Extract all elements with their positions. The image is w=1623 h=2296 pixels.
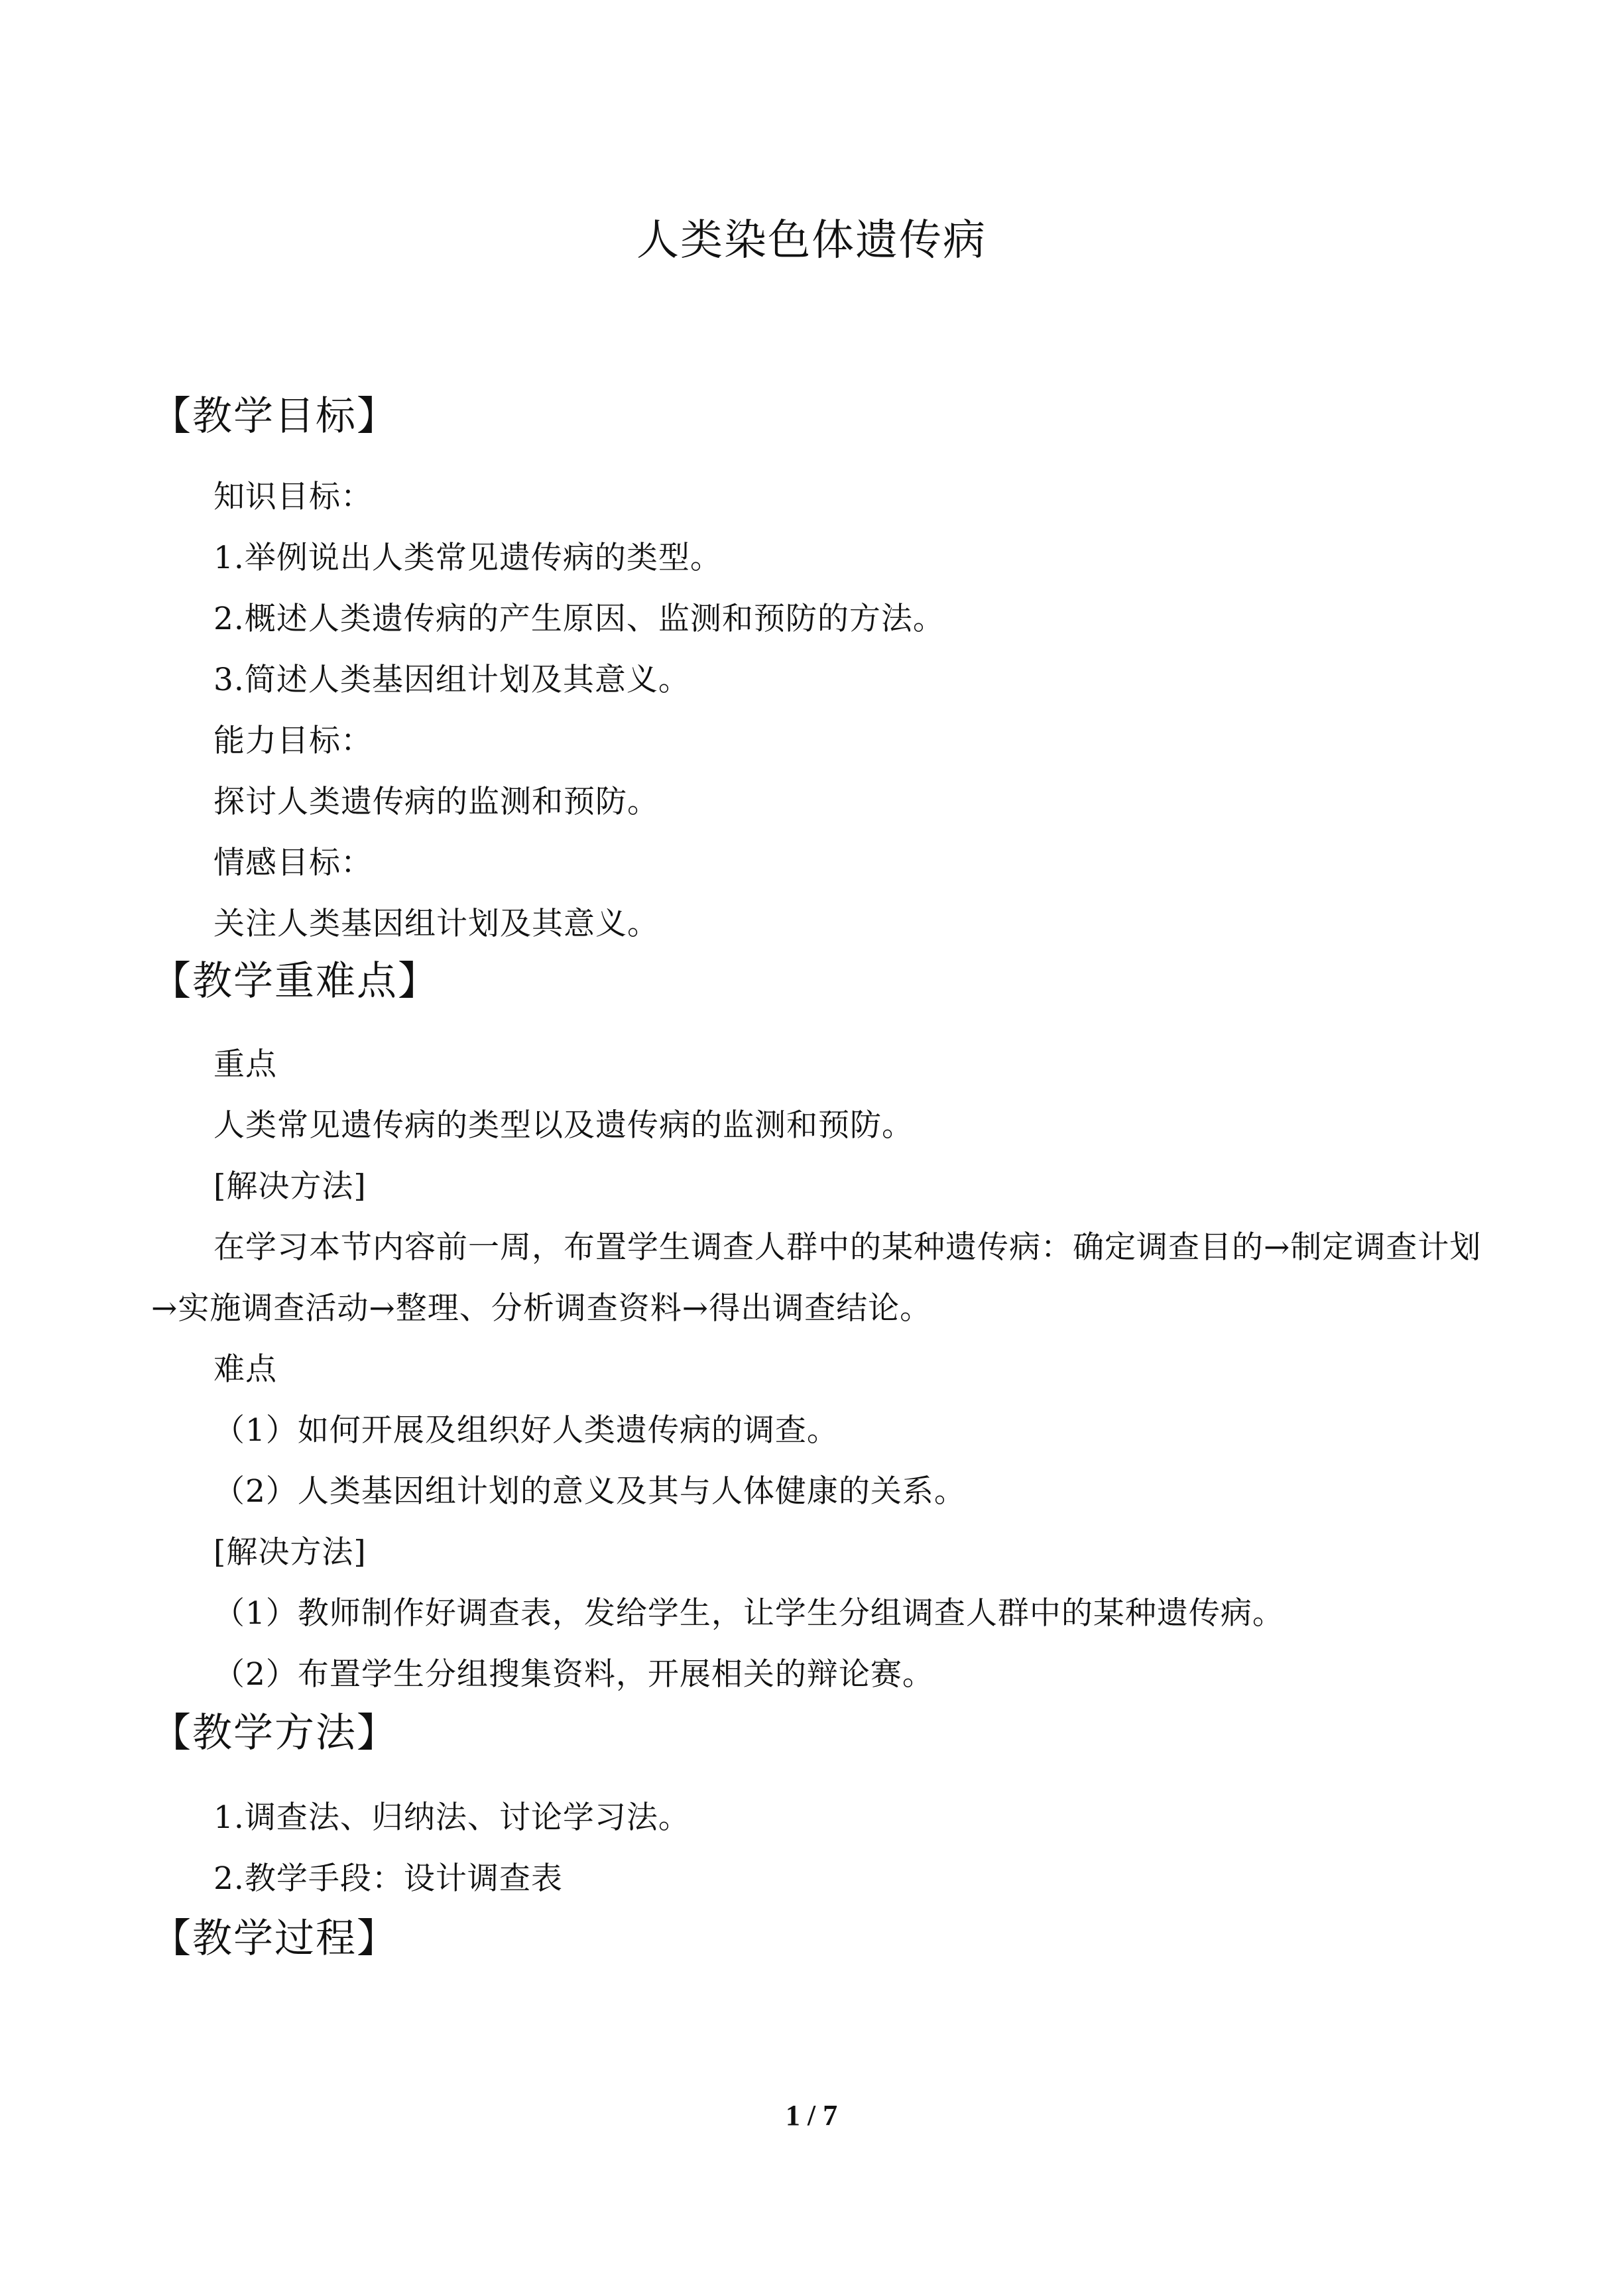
method-item-1: 1.调查法、归纳法、讨论学习法。 [213,1799,690,1836]
heading-objectives: 【教学目标】 [151,393,398,440]
solution-text-1: 在学习本节内容前一周，布置学生调查人群中的某种遗传病：确定调查目的→制定调查计划→实施调查活动→整理、分析调查资料→得出调查结论。 [151,1229,1482,1327]
focus-label: 重点 [213,1046,277,1083]
knowledge-item-2: 2.概述人类遗传病的产生原因、监测和预防的方法。 [213,601,945,637]
heading-key-points: 【教学重难点】 [151,958,439,1004]
heading-methods: 【教学方法】 [151,1710,398,1756]
document-title: 人类染色体遗传病 [636,216,987,265]
emotion-objective-text: 关注人类基因组计划及其意义。 [213,906,659,942]
ability-objective-text: 探讨人类遗传病的监测和预防。 [213,784,659,820]
page-number: 1 / 7 [785,2099,838,2132]
focus-text: 人类常见遗传病的类型以及遗传病的监测和预防。 [213,1107,914,1144]
solution-label-1: [解决方法] [213,1168,367,1205]
solution-item-2-2: （2）布置学生分组搜集资料，开展相关的辩论赛。 [213,1656,934,1693]
ability-objective-label: 能力目标： [213,723,373,759]
knowledge-objective-label: 知识目标： [213,479,373,515]
knowledge-item-3: 3.简述人类基因组计划及其意义。 [213,662,690,698]
difficulty-item-1: （1）如何开展及组织好人类遗传病的调查。 [213,1412,839,1449]
solution-label-2: [解决方法] [213,1534,367,1571]
solution-item-2-1: （1）教师制作好调查表，发给学生，让学生分组调查人群中的某种遗传病。 [213,1595,1284,1632]
method-item-2: 2.教学手段：设计调查表 [213,1860,563,1897]
difficulty-label: 难点 [213,1351,277,1388]
knowledge-item-1: 1.举例说出人类常见遗传病的类型。 [213,540,722,576]
heading-process: 【教学过程】 [151,1915,398,1962]
difficulty-item-2: （2）人类基因组计划的意义及其与人体健康的关系。 [213,1473,966,1510]
emotion-objective-label: 情感目标： [213,845,373,881]
